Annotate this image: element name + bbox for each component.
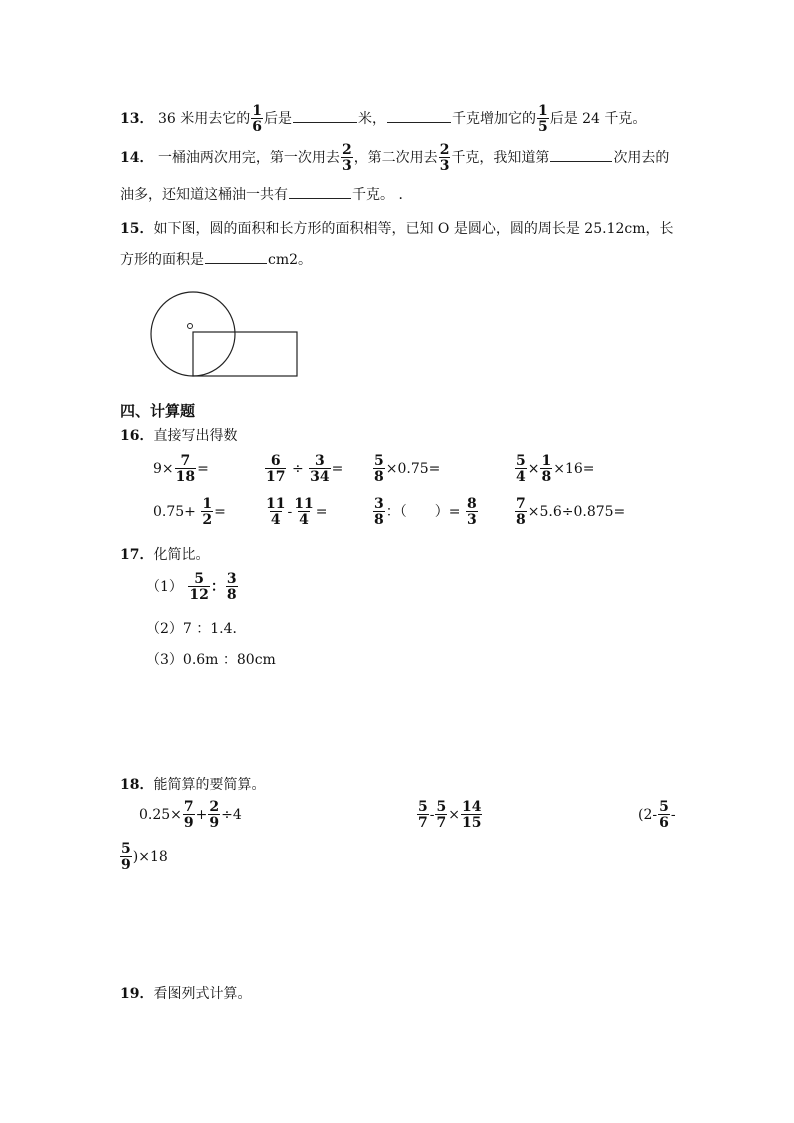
expression: $\frac{3}{8}$ ：（ ）= $\frac{8}{3}$ — [374, 496, 477, 528]
question-text: cm2。 — [268, 252, 313, 268]
ratio-item: （3）0.6m ：80cm — [146, 652, 276, 668]
fraction: $\frac{1}{6}$ — [252, 103, 262, 135]
question-14-line2 — [120, 184, 412, 204]
question-17 — [120, 544, 209, 564]
question-number: 15． — [120, 221, 154, 237]
question-text: 36 米用去它的 — [157, 111, 251, 127]
question-text: 米， — [357, 111, 386, 127]
question-text: ，第二次用去 — [353, 150, 438, 166]
question-title: 看图列式计算。 — [153, 986, 252, 1002]
question-number: 16． — [120, 428, 154, 444]
question-text: 方形的面积是 — [120, 252, 204, 268]
ratio-item: （1） $\frac{5}{12}$ ： $\frac{3}{8}$ — [146, 571, 237, 603]
question-title: 化简比。 — [153, 547, 210, 563]
expression: 0.75+ $\frac{1}{2}$ = — [153, 496, 226, 528]
question-number: 14． — [120, 150, 154, 166]
question-16 — [120, 425, 237, 445]
question-title: 直接写出得数 — [153, 428, 238, 444]
expression: 9× $\frac{7}{18}$ = — [153, 453, 209, 485]
question-number: 17． — [120, 547, 154, 563]
answer-blank[interactable] — [205, 249, 267, 264]
expression: $\frac{5}{7}$ - $\frac{5}{7}$ × $\frac{14}{15}$ — [418, 799, 482, 831]
circle-rectangle-figure — [146, 288, 306, 380]
answer-blank[interactable] — [289, 184, 351, 199]
question-text: 如下图，圆的面积和长方形的面积相等，已知 O 是圆心，圆的周长是 25.12cm，长 — [153, 221, 674, 237]
rectangle — [193, 332, 297, 376]
question-number: 19． — [120, 986, 154, 1002]
fraction: $\frac{1}{5}$ — [537, 103, 548, 135]
question-title: 能简算的要简算。 — [153, 777, 266, 793]
section-title: 四、计算题 — [120, 402, 196, 420]
question-13 — [120, 104, 646, 134]
question-number: 18． — [120, 777, 154, 793]
question-number: 13． — [120, 111, 154, 127]
question-14 — [120, 143, 669, 173]
question-text: 次用去的 — [613, 150, 670, 166]
expression: $\frac{5}{9}$ )×18 — [121, 841, 168, 873]
question-18 — [120, 774, 265, 794]
question-text: 后是 — [263, 111, 292, 127]
question-text: 后是 24 千克。 — [549, 111, 647, 127]
fraction: $\frac{2}{3}$ — [341, 142, 352, 174]
question-text: 一桶油两次用完，第一次用去 — [157, 150, 340, 166]
expression: (2- $\frac{5}{6}$ - — [638, 799, 676, 831]
question-15-line2 — [120, 249, 312, 269]
center-point — [188, 324, 193, 329]
answer-blank[interactable] — [387, 108, 451, 123]
question-text: 千克增加它的 — [451, 111, 536, 127]
answer-blank[interactable] — [293, 108, 357, 123]
ratio-item: （2）7 ：1.4． — [146, 621, 247, 637]
expression: $\frac{11}{4}$ - $\frac{11}{4}$ = — [266, 496, 328, 528]
expression: $\frac{5}{4}$ × $\frac{1}{8}$ ×16= — [516, 453, 595, 485]
question-text: 千克。 ． — [352, 187, 413, 203]
expression: $\frac{6}{17}$ ÷ $\frac{3}{34}$ = — [266, 453, 344, 485]
question-19 — [120, 983, 251, 1003]
fraction: $\frac{2}{3}$ — [439, 142, 450, 174]
expression: 0.25× $\frac{7}{9}$ + $\frac{2}{9}$ ÷4 — [139, 799, 242, 831]
expression: $\frac{5}{8}$ ×0.75= — [374, 453, 441, 485]
question-15 — [120, 218, 674, 238]
question-text: 千克，我知道第 — [451, 150, 550, 166]
expression: $\frac{7}{8}$ ×5.6÷0.875= — [516, 496, 626, 528]
question-text: 油多，还知道这桶油一共有 — [120, 187, 288, 203]
answer-blank[interactable] — [550, 147, 612, 162]
